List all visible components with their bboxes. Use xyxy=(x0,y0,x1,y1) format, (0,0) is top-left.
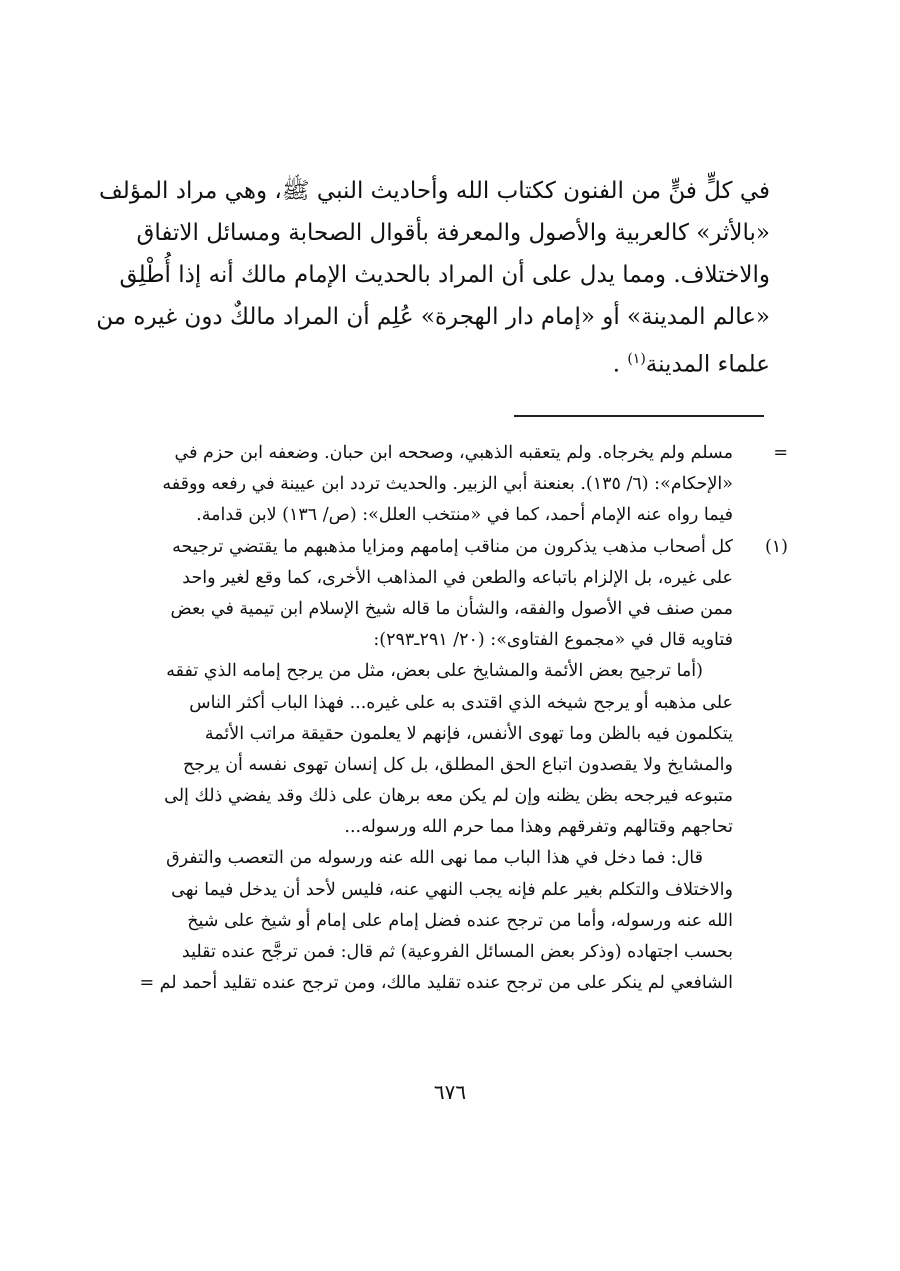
footnote-1-line: فتاويه قال في «مجموع الفتاوى»: (٢٠/ ٢٩١ـ٢٩٣): xyxy=(373,630,733,651)
main-line-3: والاختلاف. ومما يدل على أن المراد بالحديث الإمام مالك أنه إذا أُطْلِق xyxy=(119,262,770,288)
footnote-reference: (١) xyxy=(627,351,646,367)
footnote-1-line: ممن صنف في الأصول والفقه، والشأن ما قاله شيخ الإسلام ابن تيمية في بعض xyxy=(170,598,733,619)
continued-marker: = xyxy=(773,443,788,463)
footnote-1-marker: (١) xyxy=(764,536,788,557)
footnote-1-quote-line: الشافعي لم ينكر على من ترجح عنده تقليد مالك، ومن ترجح عنده تقليد أحمد لم = xyxy=(139,973,733,994)
footnote-1-quote-line: والمشايخ ولا يقصدون اتباع الحق المطلق، بل كل إنسان تهوى نفسه أن يرجح xyxy=(182,754,733,775)
footnotes xyxy=(118,438,788,999)
footnote-text: كل أصحاب مذهب يذكرون من مناقب إمامهم ومزايا مذهبهم ما يقتضي ترجيحه xyxy=(172,536,733,557)
footnote-1-quote-line: (أما ترجيح بعض الأئمة والمشايخ على بعض، مثل من يرجح إمامه الذي تفقه xyxy=(166,661,703,682)
footnote-1-quote-line: الله عنه ورسوله، وأما من ترجح عنده فضل إمام على إمام أو شيخ على شيخ xyxy=(187,910,733,931)
footnote-text: مسلم ولم يخرجاه. ولم يتعقبه الذهبي، وصححه ابن حبان. وضعفه ابن حزم في xyxy=(174,443,733,463)
footnote-continued-line: «الإحكام»: (٦/ ١٣٥). بعنعنة أبي الزبير. والحديث تردد ابن عيينة في رفعه ووقفه xyxy=(162,474,733,495)
main-text xyxy=(96,170,770,380)
footnote-1-quote-line: تحاجهم وقتالهم وتفرقهم وهذا مما حرم الله ورسوله... xyxy=(344,817,733,838)
footnote-continued-line xyxy=(118,438,788,469)
main-line-5-text: علماء المدينة xyxy=(645,351,770,378)
footnote-1-quote-line: بحسب اجتهاده (وذكر بعض المسائل الفروعية) ثم قال: فمن ترجَّح عنده تقليد xyxy=(181,942,733,962)
footnote-1-quote-line: قال: فما دخل في هذا الباب مما نهى الله عنه ورسوله من التعصب والتفرق xyxy=(166,848,703,869)
main-line-2: «بالأثر» كالعربية والأصول والمعرفة بأقوال الصحابة ومسائل الاتفاق xyxy=(136,220,770,246)
footnote-1-line xyxy=(118,532,788,563)
footnote-separator xyxy=(514,415,764,417)
footnote-1-quote-line: يتكلمون فيه بالظن وما تهوى الأنفس، فإنهم لا يعلمون حقيقة مراتب الأئمة xyxy=(204,723,733,744)
footnote-1-quote-line: والاختلاف والتكلم بغير علم فإنه يجب النهي عنه، فليس لأحد أن يدخل فيما نهى xyxy=(171,879,733,900)
footnote-1-line: على غيره، بل الإلزام باتباعه والطعن في المذاهب الأخرى، كما وقع لغير واحد xyxy=(182,567,733,588)
page-number: ٦٧٦ xyxy=(433,1080,467,1104)
main-line-4: «عالم المدينة» أو «إمام دار الهجرة» عُلِم أن المراد مالكٌ دون غيره من xyxy=(96,304,770,330)
main-line-5-end: . xyxy=(612,351,628,378)
footnote-continued-line: فيما رواه عنه الإمام أحمد، كما في «منتخب العلل»: (ص/ ١٣٦) لابن قدامة. xyxy=(196,505,733,526)
footnote-1-quote-line: على مذهبه أو يرجح شيخه الذي اقتدى به على غيره... فهذا الباب أكثر الناس xyxy=(189,692,733,713)
footnote-1-quote-line: متبوعه فيرجحه بظن يظنه وإن لم يكن معه برهان على ذلك وقد يفضي ذلك إلى xyxy=(164,786,733,807)
main-line-1: في كلٍّ فنٍّ من الفنون ككتاب الله وأحاديث النبي ﷺ، وهي مراد المؤلف xyxy=(99,178,770,204)
main-line-5 xyxy=(125,338,770,380)
